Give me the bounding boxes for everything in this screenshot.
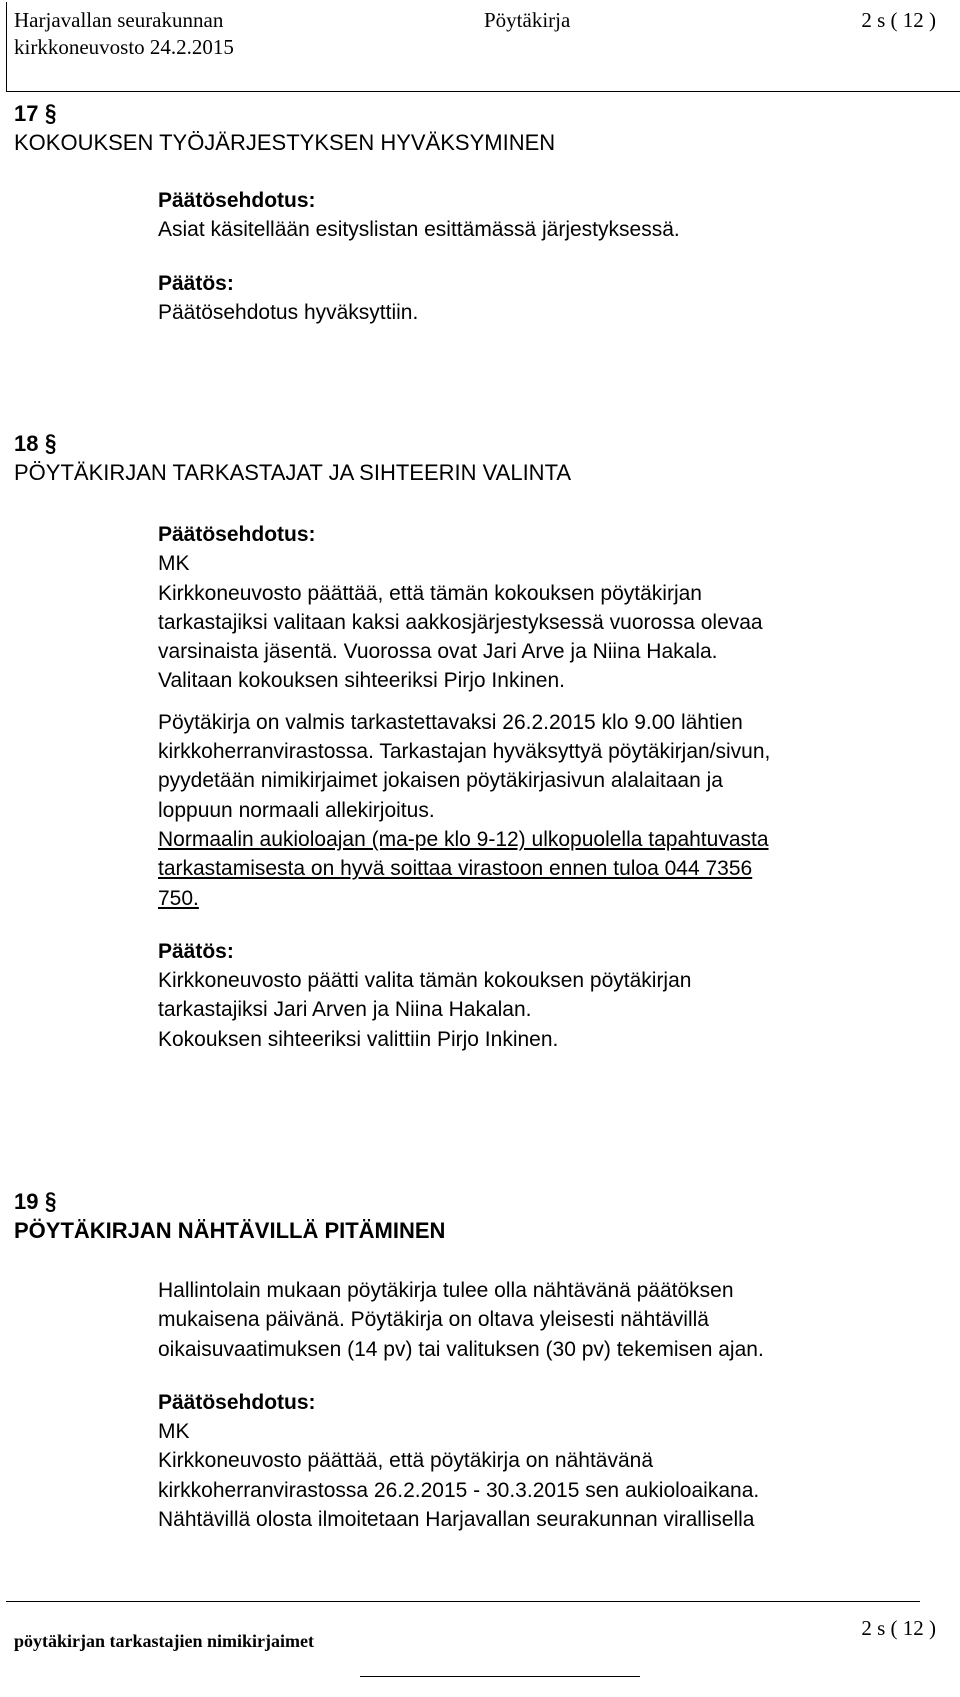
section-title: PÖYTÄKIRJAN TARKASTAJAT JA SIHTEERIN VALINTA xyxy=(14,460,572,485)
proposal-label: Päätösehdotus: xyxy=(158,189,316,212)
header-left-border xyxy=(6,2,7,92)
initials-signature-line xyxy=(360,1676,640,1677)
decision-line: tarkastajiksi Jari Arven ja Niina Hakalan. xyxy=(158,998,532,1022)
page-header xyxy=(0,0,960,96)
header-meeting: kirkkoneuvosto 24.2.2015 xyxy=(14,35,234,59)
proposal-line: Valitaan kokouksen sihteeriksi Pirjo Inkinen. xyxy=(158,669,565,693)
proposal-line: tarkastajiksi valitaan kaksi aakkosjärjestyksessä vuorossa olevaa xyxy=(158,610,763,634)
proposal-line: Nähtävillä olosta ilmoitetaan Harjavallan seurakunnan virallisella xyxy=(158,1508,755,1532)
info-line: pyydetään nimikirjaimet jokaisen pöytäkirjasivun alalaitaan ja xyxy=(158,769,723,793)
section-18-body xyxy=(158,520,938,1054)
decision-label: Päätös: xyxy=(158,939,234,963)
proposal-label: Päätösehdotus: xyxy=(158,1390,316,1414)
section-18 xyxy=(14,426,944,488)
section-sign-icon: § xyxy=(45,430,57,457)
section-title: PÖYTÄKIRJAN NÄHTÄVILLÄ PITÄMINEN xyxy=(14,1218,446,1243)
section-19 xyxy=(14,1184,944,1246)
section-sign-icon: § xyxy=(45,100,57,127)
underlined-note-line: 750. xyxy=(158,886,199,910)
section-title: KOKOUKSEN TYÖJÄRJESTYKSEN HYVÄKSYMINEN xyxy=(14,130,556,155)
proposal-text: Asiat käsitellään esityslistan esittämässä järjestyksessä. xyxy=(158,218,680,242)
section-number: 18 § xyxy=(14,430,57,457)
header-org: Harjavallan seurakunnan xyxy=(14,8,224,32)
proposal-line: kirkkoherranvirastossa 26.2.2015 - 30.3.2015 sen aukioloaikana. xyxy=(158,1478,760,1502)
section-number: 17 § xyxy=(14,100,57,127)
section-17 xyxy=(14,96,944,158)
decision-text: Päätösehdotus hyväksyttiin. xyxy=(158,300,419,324)
underlined-note-line: Normaalin aukioloajan (ma-pe klo 9-12) ulkopuolella tapahtuvasta xyxy=(158,827,769,851)
proposer-initials: MK xyxy=(158,1420,190,1444)
section-number: 19 § xyxy=(14,1188,57,1215)
proposer-initials: MK xyxy=(158,552,190,576)
info-line: kirkkoherranvirastossa. Tarkastajan hyväksyttyä pöytäkirjan/sivun, xyxy=(158,740,771,764)
footer-divider xyxy=(6,1601,920,1602)
intro-line: Hallintolain mukaan pöytäkirja tulee olla nähtävänä päätöksen xyxy=(158,1279,734,1302)
header-page-number: 2 s ( 12 ) xyxy=(861,8,936,32)
intro-line: mukaisena päivänä. Pöytäkirja on oltava yleisesti nähtävillä xyxy=(158,1308,709,1332)
proposal-line: varsinaista jäsentä. Vuorossa ovat Jari Arve ja Niina Hakala. xyxy=(158,640,718,664)
footer-page-number: 2 s ( 12 ) xyxy=(861,1616,936,1640)
footer-initials-label: pöytäkirjan tarkastajien nimikirjaimet xyxy=(14,1631,314,1651)
proposal-label: Päätösehdotus: xyxy=(158,523,316,546)
decision-line: Kirkkoneuvosto päätti valita tämän kokouksen pöytäkirjan xyxy=(158,969,692,993)
info-line: Pöytäkirja on valmis tarkastettavaksi 26.2.2015 klo 9.00 lähtien xyxy=(158,710,743,734)
proposal-line: Kirkkoneuvosto päättää, että tämän kokouksen pöytäkirjan xyxy=(158,581,702,605)
section-sign-icon: § xyxy=(45,1188,57,1215)
header-doc-type: Pöytäkirja xyxy=(484,8,571,32)
decision-label: Päätös: xyxy=(158,271,234,295)
header-divider xyxy=(6,91,960,92)
intro-line: oikaisuvaatimuksen (14 pv) tai valituksen (30 pv) tekemisen ajan. xyxy=(158,1337,764,1361)
decision-line: Kokouksen sihteeriksi valittiin Pirjo Inkinen. xyxy=(158,1027,559,1051)
underlined-note-line: tarkastamisesta on hyvä soittaa virastoon ennen tuloa 044 7356 xyxy=(158,857,753,881)
section-17-body xyxy=(158,186,938,327)
info-line: loppuun normaali allekirjoitus. xyxy=(158,798,435,822)
section-19-body xyxy=(158,1276,938,1534)
proposal-line: Kirkkoneuvosto päättää, että pöytäkirja on nähtävänä xyxy=(158,1449,653,1473)
